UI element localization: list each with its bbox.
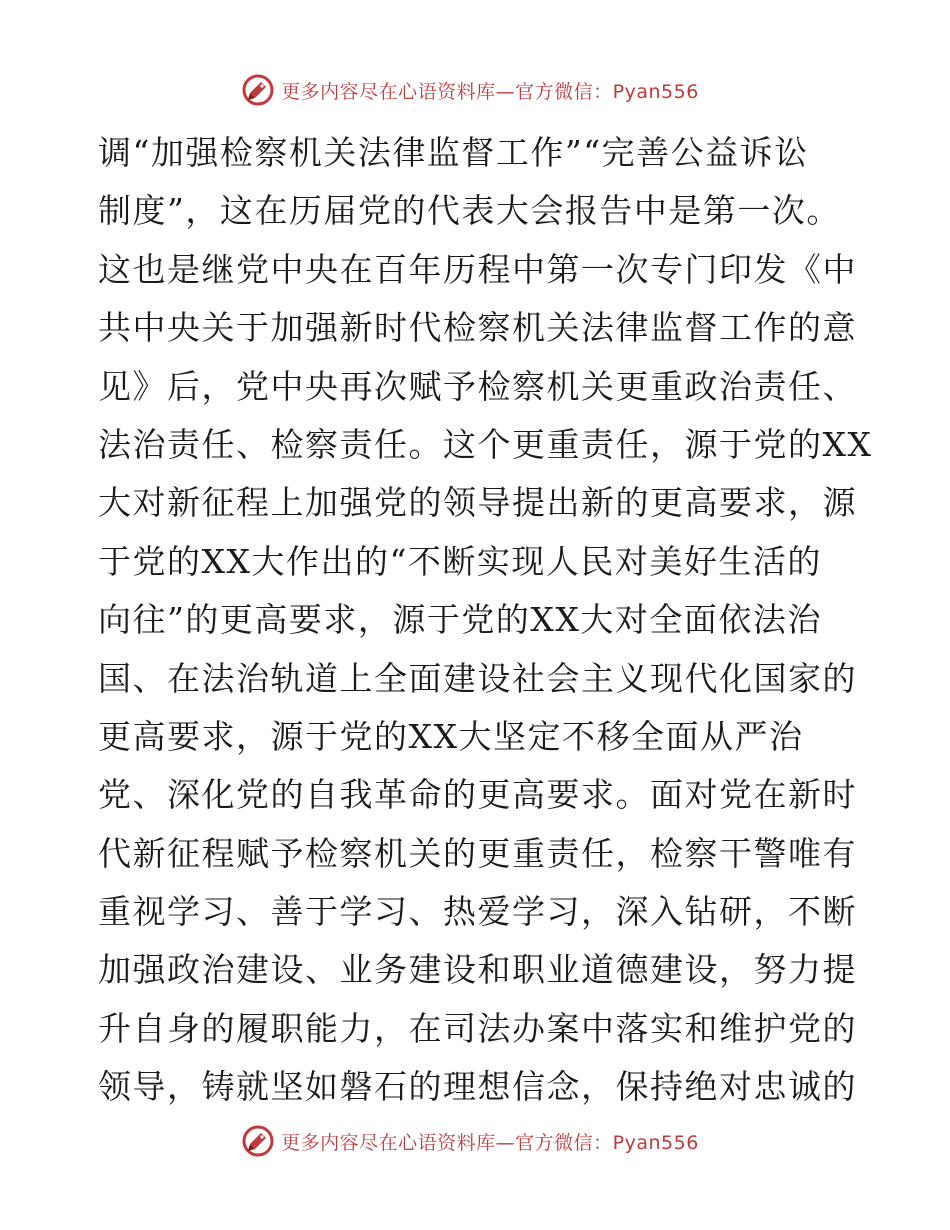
text-line-7: 大对新征程上加强党的领导提出新的更高要求，源 bbox=[98, 483, 857, 523]
logo-icon bbox=[241, 1124, 275, 1158]
text-line-8: 于党的XX大作出的“不断实现人民对美好生活的 bbox=[98, 541, 822, 581]
text-line-11: 更高要求，源于党的XX大坚定不移全面从严治 bbox=[98, 716, 804, 756]
text-line-3: 这也是继党中央在百年历程中第一次专门印发《中 bbox=[98, 249, 857, 289]
footer-banner bbox=[0, 1121, 950, 1161]
text-line-1: 调“加强检察机关法律监督工作”“完善公益诉讼 bbox=[98, 133, 809, 172]
text-line-17: 领导，铸就坚如磐石的理想信念，保持绝对忠诚的 bbox=[98, 1067, 857, 1107]
footer-banner-content bbox=[241, 1124, 699, 1158]
text-line-16: 升自身的履职能力，在司法办案中落实和维护党的 bbox=[98, 1008, 857, 1048]
header-banner-text: 更多内容尽在心语资料库—官方微信：Pyan556 bbox=[281, 80, 699, 103]
text-line-2: 制度”，这在历届党的代表大会报告中是第一次。 bbox=[98, 191, 841, 231]
document-body bbox=[98, 124, 873, 1117]
text-line-12: 党、深化党的自我革命的更高要求。面对党在新时 bbox=[98, 775, 857, 815]
header-banner bbox=[0, 70, 950, 110]
text-line-10: 国、在法治轨道上全面建设社会主义现代化国家的 bbox=[98, 658, 857, 698]
logo-icon bbox=[241, 73, 275, 107]
text-line-14: 重视学习、善于学习、热爱学习，深入钻研，不断 bbox=[98, 892, 857, 932]
text-line-5: 见》后，党中央再次赋予检察机关更重政治责任、 bbox=[98, 366, 857, 406]
text-line-4: 共中央关于加强新时代检察机关法律监督工作的意 bbox=[98, 308, 857, 348]
text-line-13: 代新征程赋予检察机关的更重责任，检察干警唯有 bbox=[98, 833, 857, 873]
text-line-9: 向往”的更高要求，源于党的XX大对全面依法治 bbox=[98, 600, 822, 640]
header-banner-content bbox=[241, 73, 699, 107]
text-line-6: 法治责任、检察责任。这个更重责任，源于党的XX bbox=[98, 424, 873, 464]
footer-banner-text: 更多内容尽在心语资料库—官方微信：Pyan556 bbox=[281, 1131, 699, 1154]
text-line-15: 加强政治建设、业务建设和职业道德建设，努力提 bbox=[98, 950, 857, 990]
